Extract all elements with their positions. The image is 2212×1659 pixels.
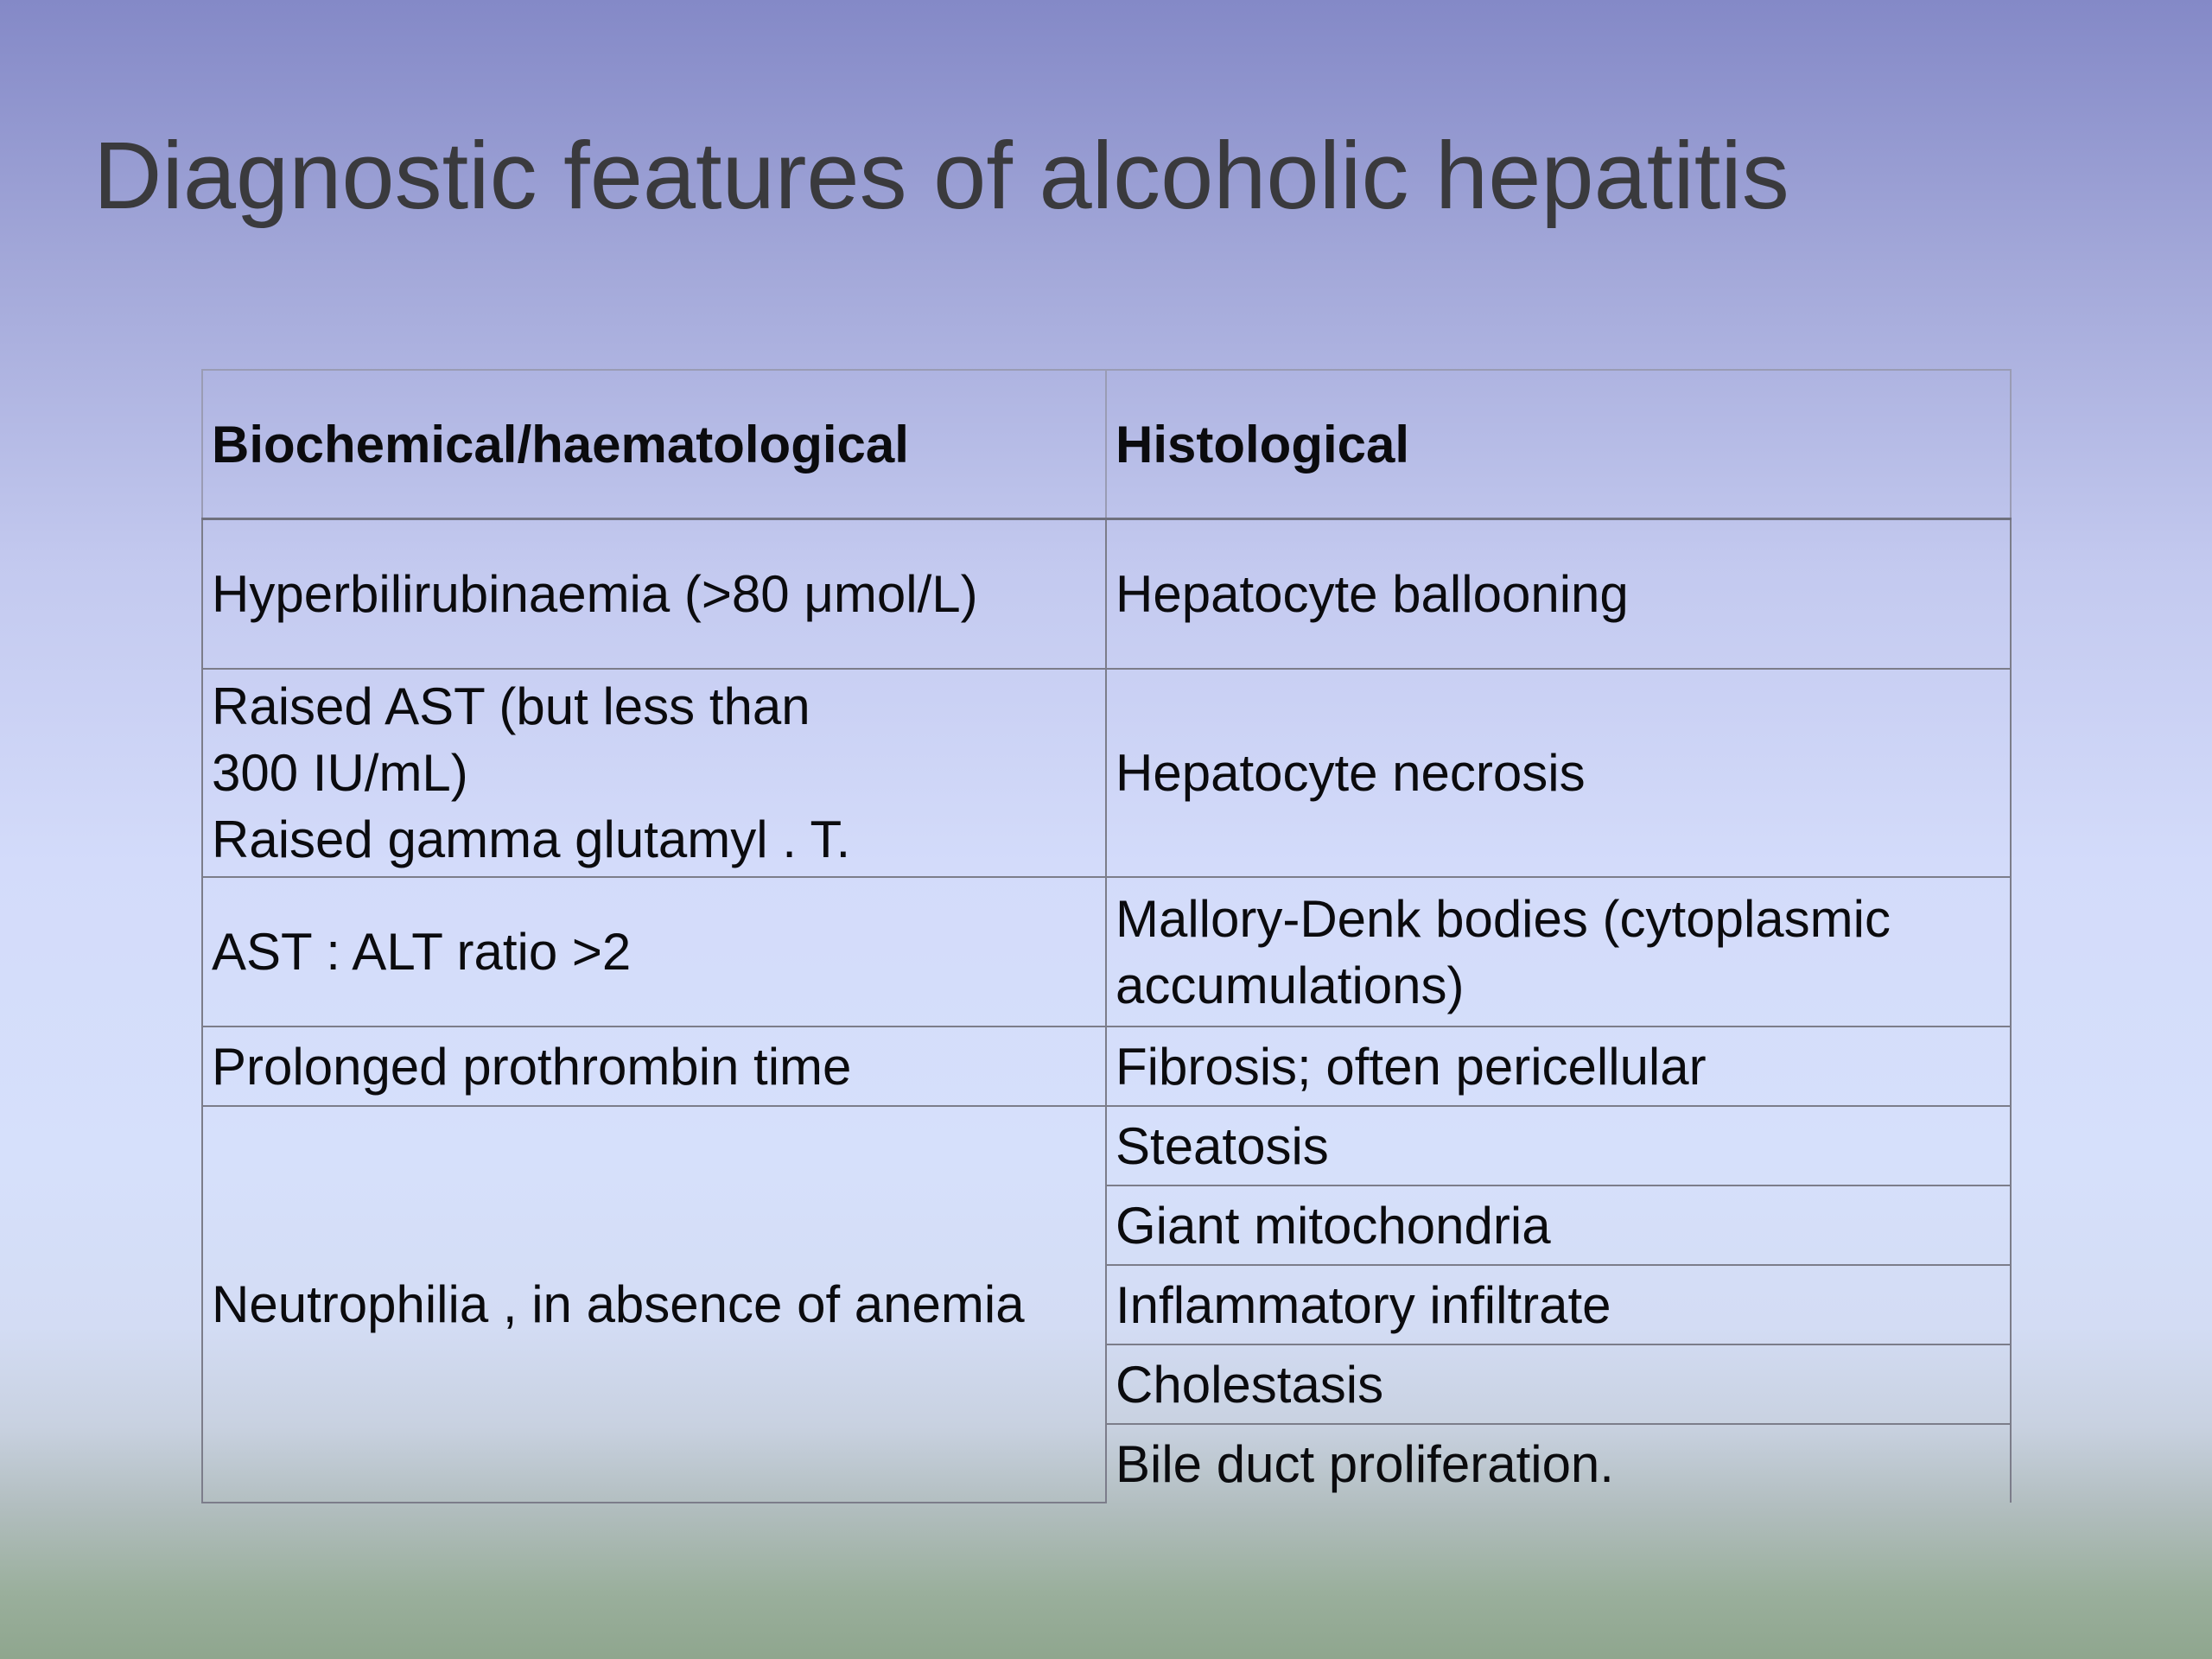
table-row (202, 669, 2011, 877)
cell-text: accumulations) (1116, 956, 1465, 1014)
cell-text: 300 IU/mL) (212, 744, 468, 802)
histological-cell (1106, 1424, 2011, 1503)
diagnostic-features-table (201, 369, 2012, 1503)
histological-cell (1106, 1106, 2011, 1185)
cell-text: Steatosis (1116, 1116, 1329, 1175)
cell-text: Giant mitochondria (1116, 1196, 1551, 1255)
cell-text: AST : ALT ratio >2 (212, 923, 632, 981)
histological-cell (1106, 1344, 2011, 1424)
header-biochemical: Biochemical/haematological (202, 370, 1106, 519)
slide-title: Diagnostic features of alcoholic hepatitis (93, 123, 1789, 229)
table-header-row (202, 370, 2011, 519)
histological-cell (1106, 519, 2011, 670)
histological-cell (1106, 877, 2011, 1027)
cell-text: Fibrosis; often pericellular (1116, 1037, 1707, 1096)
diagnostic-features-table-container (201, 369, 2010, 1503)
cell-text: Cholestasis (1116, 1355, 1384, 1414)
biochemical-cell (202, 519, 1106, 670)
table-row (202, 519, 2011, 670)
biochemical-merged-cell (202, 1106, 1106, 1503)
histological-cell (1106, 1027, 2011, 1106)
biochemical-cell (202, 877, 1106, 1027)
cell-text: Raised gamma glutamyl . T. (212, 810, 851, 868)
histological-cell (1106, 669, 2011, 877)
cell-text: Hepatocyte necrosis (1116, 744, 1586, 802)
cell-text: Hepatocyte ballooning (1116, 565, 1629, 623)
biochemical-cell (202, 669, 1106, 877)
cell-text: Inflammatory infiltrate (1116, 1275, 1611, 1334)
histological-cell (1106, 1185, 2011, 1265)
biochemical-cell (202, 1027, 1106, 1106)
table-row (202, 1027, 2011, 1106)
cell-text: Raised AST (but less than (212, 677, 810, 735)
cell-text: Neutrophilia , in absence of anemia (212, 1275, 1025, 1333)
cell-text: Hyperbilirubinaemia (>80 μmol/L) (212, 565, 978, 623)
cell-text: Prolonged prothrombin time (212, 1037, 852, 1096)
histological-cell (1106, 1265, 2011, 1344)
table-row (202, 1106, 2011, 1185)
table-row (202, 877, 2011, 1027)
cell-text: Bile duct proliferation. (1116, 1434, 1614, 1493)
header-histological: Histological (1106, 370, 2011, 519)
cell-text: Mallory-Denk bodies (cytoplasmic (1116, 889, 1891, 948)
